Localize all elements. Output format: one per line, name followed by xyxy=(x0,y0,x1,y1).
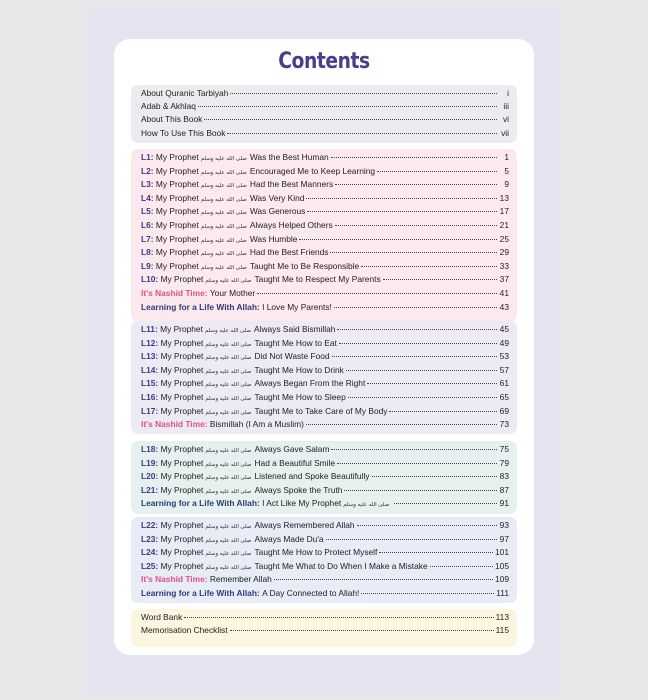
toc-entry[interactable] xyxy=(141,588,509,602)
entry-code: L17: xyxy=(141,405,159,416)
entry-code: L6: xyxy=(141,219,154,230)
honorific-text: صلى الله عليه وسلم xyxy=(205,395,252,402)
section-back-matter xyxy=(131,609,517,647)
toc-entry[interactable] xyxy=(141,547,509,561)
dot-leader xyxy=(348,397,497,398)
dot-leader xyxy=(383,279,497,280)
contents-card xyxy=(114,39,534,655)
toc-entry[interactable] xyxy=(141,574,509,588)
dot-leader xyxy=(344,490,497,491)
dot-leader xyxy=(227,133,497,134)
dot-leader xyxy=(326,539,497,540)
entry-page: 5 xyxy=(504,165,509,176)
honorific-text: صلى الله عليه وسلم xyxy=(200,196,247,203)
entry-page: vii xyxy=(501,127,509,138)
dot-leader xyxy=(230,93,497,94)
prophet-prefix: My Prophet xyxy=(160,274,204,285)
entry-title: How To Use This Book xyxy=(141,127,226,138)
entry-title: Taught Me How to Protect Myself xyxy=(254,547,378,558)
entry-page: 79 xyxy=(499,457,509,468)
toc-entry[interactable] xyxy=(141,485,509,499)
toc-entry[interactable] xyxy=(141,220,509,234)
page-title: Contents xyxy=(278,49,370,74)
entry-page: vi xyxy=(502,114,509,125)
honorific-text: صلى الله عليه وسلم xyxy=(205,524,252,530)
toc-entry[interactable] xyxy=(141,338,509,352)
toc-entry[interactable] xyxy=(141,419,509,433)
entry-code: L15: xyxy=(141,378,159,389)
dot-leader xyxy=(372,476,498,477)
dot-leader xyxy=(334,307,497,308)
entry-title: Was Very Kind xyxy=(249,192,305,203)
entry-title: About Quranic Tarbiyah xyxy=(141,88,229,98)
entry-title: About This Book xyxy=(141,114,203,125)
entry-page: 105 xyxy=(495,560,509,571)
dot-leader xyxy=(230,630,494,631)
entry-page: 37 xyxy=(499,274,509,285)
prophet-prefix: My Prophet xyxy=(160,351,204,362)
book-page xyxy=(87,8,561,692)
dot-leader xyxy=(394,503,497,504)
toc-entry[interactable] xyxy=(141,392,509,406)
entry-page: 45 xyxy=(499,324,509,334)
honorific-text: صلى الله عليه وسلم xyxy=(205,448,252,454)
toc-entry[interactable] xyxy=(141,378,509,392)
honorific-text: صلى الله عليه وسلم xyxy=(205,341,252,348)
toc-entry[interactable] xyxy=(141,612,509,625)
entry-title: A Day Connected to Allah! xyxy=(262,587,360,598)
entry-code: It's Nashid Time: xyxy=(141,287,208,298)
entry-code: It's Nashid Time: xyxy=(141,419,208,430)
dot-leader xyxy=(332,356,497,357)
prophet-prefix: My Prophet xyxy=(160,444,204,454)
entry-code: L22: xyxy=(141,520,159,530)
toc-entry[interactable] xyxy=(141,152,509,166)
dot-leader xyxy=(430,566,493,567)
prophet-prefix: My Prophet xyxy=(160,378,204,389)
honorific-text: صلى الله عليه وسلم xyxy=(205,278,252,285)
entry-page: 111 xyxy=(496,587,509,598)
prophet-prefix: My Prophet xyxy=(160,457,204,468)
dot-leader xyxy=(339,343,497,344)
entry-page: 115 xyxy=(495,625,509,636)
dot-leader xyxy=(331,157,497,158)
entry-code: L2: xyxy=(141,165,154,176)
prophet-prefix: My Prophet xyxy=(155,152,199,162)
toc-entry[interactable] xyxy=(141,179,509,193)
entry-title: Taught Me to Respect My Parents xyxy=(254,274,381,285)
honorific-text: صلى الله عليه وسلم xyxy=(200,183,247,190)
toc-entry[interactable] xyxy=(141,88,509,101)
dot-leader xyxy=(306,198,497,199)
toc-entry[interactable] xyxy=(141,114,509,127)
honorific-text: صلى الله عليه وسلم xyxy=(204,328,252,334)
dot-leader xyxy=(337,329,497,330)
prophet-prefix: My Prophet xyxy=(160,324,203,334)
prophet-prefix: My Prophet xyxy=(155,165,199,176)
dot-leader xyxy=(330,252,497,253)
dot-leader xyxy=(307,211,497,212)
dot-leader xyxy=(198,106,497,107)
dot-leader xyxy=(299,239,497,240)
entry-page: iii xyxy=(503,101,509,112)
entry-title: Adab & Akhlaq xyxy=(141,101,196,112)
toc-entry[interactable] xyxy=(141,498,509,512)
prophet-prefix: My Prophet xyxy=(160,471,204,482)
entry-page: 25 xyxy=(499,233,509,244)
entry-title: Had the Best Friends xyxy=(249,247,329,258)
prophet-prefix: My Prophet xyxy=(160,337,204,348)
toc-entry[interactable] xyxy=(141,324,509,338)
entry-code: It's Nashid Time: xyxy=(141,574,208,585)
prophet-prefix: My Prophet xyxy=(160,560,204,571)
entry-title: Always Remembered Allah xyxy=(254,520,355,530)
entry-title: Encouraged Me to Keep Learning xyxy=(249,165,376,176)
entry-page: 65 xyxy=(499,391,509,402)
toc-entry[interactable] xyxy=(141,101,509,114)
entry-title: Had a Beautiful Smile xyxy=(254,457,336,468)
honorific-text: صلى الله عليه وسلم xyxy=(200,210,247,217)
entry-page: 9 xyxy=(504,179,509,190)
entry-code: Learning for a Life With Allah: xyxy=(141,587,260,598)
honorific-text: صلى الله عليه وسلم xyxy=(205,488,252,495)
prophet-prefix: My Prophet xyxy=(155,192,199,203)
entry-page: 83 xyxy=(499,471,509,482)
toc-entry[interactable] xyxy=(141,520,509,534)
prophet-prefix: My Prophet xyxy=(160,547,204,558)
toc-entry[interactable] xyxy=(141,274,509,288)
entry-title: I Act Like My Prophet xyxy=(262,498,342,509)
entry-title: Was the Best Human xyxy=(249,152,329,162)
entry-title: Your Mother xyxy=(209,287,256,298)
prophet-prefix: My Prophet xyxy=(155,219,199,230)
honorific-text: صلى الله عليه وسلم xyxy=(205,537,252,544)
toc-entry[interactable] xyxy=(141,471,509,485)
section-unit-3 xyxy=(131,441,517,514)
entry-page: 57 xyxy=(499,364,509,375)
prophet-prefix: My Prophet xyxy=(155,260,199,271)
toc-entry[interactable] xyxy=(141,458,509,472)
entry-code: L1: xyxy=(141,152,154,162)
dot-leader xyxy=(306,424,497,425)
entry-title: Remember Allah xyxy=(209,574,272,585)
honorific-text: صلى الله عليه وسلم xyxy=(205,409,252,416)
dot-leader xyxy=(257,293,497,294)
dot-leader xyxy=(337,463,497,464)
entry-code: L10: xyxy=(141,274,159,285)
prophet-prefix: My Prophet xyxy=(155,206,199,217)
toc-entry[interactable] xyxy=(141,128,509,141)
honorific-text: صلى الله عليه وسلم xyxy=(205,382,252,389)
honorific-text: صلى الله عليه وسلم xyxy=(205,368,252,375)
entry-page: 33 xyxy=(499,260,509,271)
honorific-text: صلى الله عليه وسلم xyxy=(205,461,252,468)
entry-page: 29 xyxy=(499,247,509,258)
entry-page: 61 xyxy=(499,378,509,389)
entry-code: L14: xyxy=(141,364,159,375)
entry-code: L20: xyxy=(141,471,159,482)
dot-leader xyxy=(184,617,493,618)
section-front-matter xyxy=(131,85,517,143)
honorific-text: صلى الله عليه وسلم xyxy=(343,502,390,509)
entry-page: 91 xyxy=(499,498,509,509)
entry-page: 53 xyxy=(499,351,509,362)
entry-page: 41 xyxy=(499,287,509,298)
entry-page: 21 xyxy=(499,219,509,230)
dot-leader xyxy=(377,171,497,172)
dot-leader xyxy=(361,266,497,267)
dot-leader xyxy=(335,184,497,185)
toc-entry[interactable] xyxy=(141,534,509,548)
prophet-prefix: My Prophet xyxy=(160,364,204,375)
toc-entry[interactable] xyxy=(141,625,509,638)
toc-entry[interactable] xyxy=(141,166,509,180)
entry-title: Always Began From the Right xyxy=(254,378,366,389)
entry-title: I Love My Parents! xyxy=(262,301,332,312)
entry-title: Always Said Bismillah xyxy=(254,324,336,334)
entry-title: Always Helped Others xyxy=(249,219,333,230)
entry-code: L25: xyxy=(141,560,159,571)
entry-title: Taught Me to Be Responsible xyxy=(249,260,360,271)
toc-entry[interactable] xyxy=(141,247,509,261)
entry-code: L9: xyxy=(141,260,154,271)
honorific-text: صلى الله عليه وسلم xyxy=(205,551,252,558)
dot-leader xyxy=(274,579,493,580)
toc-entry[interactable] xyxy=(141,561,509,575)
entry-code: L3: xyxy=(141,179,154,190)
section-unit-2 xyxy=(131,321,517,434)
prophet-prefix: My Prophet xyxy=(160,391,204,402)
prophet-prefix: My Prophet xyxy=(155,233,199,244)
entry-page: 73 xyxy=(499,419,509,430)
entry-code: Learning for a Life With Allah: xyxy=(141,301,260,312)
entry-title: Was Generous xyxy=(249,206,306,217)
dot-leader xyxy=(357,525,497,526)
entry-page: 93 xyxy=(499,520,509,530)
entry-code: L8: xyxy=(141,247,154,258)
honorific-text: صلى الله عليه وسلم xyxy=(205,355,252,362)
entry-title: Taught Me to Take Care of My Body xyxy=(254,405,388,416)
honorific-text: صلى الله عليه وسلم xyxy=(205,564,252,571)
toc-entry[interactable] xyxy=(141,444,509,458)
prophet-prefix: My Prophet xyxy=(160,405,204,416)
entry-code: L11: xyxy=(141,324,158,334)
honorific-text: صلى الله عليه وسلم xyxy=(200,223,247,230)
honorific-text: صلى الله عليه وسلم xyxy=(200,169,247,176)
toc-entry[interactable] xyxy=(141,193,509,207)
toc-entry[interactable] xyxy=(141,365,509,379)
entry-code: L13: xyxy=(141,351,159,362)
toc-entry[interactable] xyxy=(141,261,509,275)
entry-code: L4: xyxy=(141,192,154,203)
dot-leader xyxy=(361,593,494,594)
entry-title: Was Humble xyxy=(249,233,298,244)
entry-page: 109 xyxy=(495,574,509,585)
toc-entry[interactable] xyxy=(141,206,509,220)
entry-code: L21: xyxy=(141,484,159,495)
entry-title: Word Bank xyxy=(141,612,183,622)
entry-page: 87 xyxy=(499,484,509,495)
entry-page: 69 xyxy=(499,405,509,416)
entry-code: L7: xyxy=(141,233,154,244)
entry-title: Bismillah (I Am a Muslim) xyxy=(209,419,304,430)
entry-code: L16: xyxy=(141,391,159,402)
prophet-prefix: My Prophet xyxy=(160,520,204,530)
entry-code: L12: xyxy=(141,337,159,348)
dot-leader xyxy=(346,370,497,371)
entry-title: Taught Me What to Do When I Make a Mistake xyxy=(254,560,428,571)
toc-entry[interactable] xyxy=(141,234,509,248)
entry-page: i xyxy=(507,88,509,98)
entry-title: Memorisation Checklist xyxy=(141,625,228,636)
prophet-prefix: My Prophet xyxy=(160,484,204,495)
toc-entry[interactable] xyxy=(141,288,509,302)
entry-title: Always Made Du'a xyxy=(254,533,324,544)
entry-title: Taught Me How to Drink xyxy=(254,364,344,375)
entry-page: 97 xyxy=(499,533,509,544)
toc-entry[interactable] xyxy=(141,351,509,365)
section-unit-1 xyxy=(131,149,517,322)
section-unit-4 xyxy=(131,517,517,603)
entry-title: Always Spoke the Truth xyxy=(254,484,343,495)
entry-title: Did Not Waste Food xyxy=(254,351,330,362)
entry-page: 13 xyxy=(499,192,509,203)
entry-code: L23: xyxy=(141,533,159,544)
entry-page: 43 xyxy=(499,301,509,312)
toc-entry[interactable] xyxy=(141,302,509,316)
honorific-text: صلى الله عليه وسلم xyxy=(200,156,247,162)
prophet-prefix: My Prophet xyxy=(160,533,204,544)
entry-page: 1 xyxy=(504,152,509,162)
entry-page: 17 xyxy=(499,206,509,217)
prophet-prefix: My Prophet xyxy=(155,247,199,258)
honorific-text: صلى الله عليه وسلم xyxy=(205,475,252,482)
dot-leader xyxy=(379,552,493,553)
entry-page: 75 xyxy=(499,444,509,454)
entry-page: 101 xyxy=(495,547,509,558)
entry-title: Taught Me How to Eat xyxy=(254,337,337,348)
dot-leader xyxy=(204,119,497,120)
honorific-text: صلى الله عليه وسلم xyxy=(200,237,247,244)
entry-title: Had the Best Manners xyxy=(249,179,334,190)
entry-code: L18: xyxy=(141,444,159,454)
entry-code: Learning for a Life With Allah: xyxy=(141,498,260,509)
dot-leader xyxy=(367,383,497,384)
entry-page: 113 xyxy=(495,612,509,622)
honorific-text: صلى الله عليه وسلم xyxy=(200,264,247,271)
entry-code: L24: xyxy=(141,547,159,558)
entry-title: Always Gave Salam xyxy=(254,444,330,454)
prophet-prefix: My Prophet xyxy=(155,179,199,190)
entry-title: Listened and Spoke Beautifully xyxy=(254,471,370,482)
entry-code: L5: xyxy=(141,206,154,217)
honorific-text: صلى الله عليه وسلم xyxy=(200,251,247,258)
dot-leader xyxy=(389,411,497,412)
entry-title: Taught Me How to Sleep xyxy=(254,391,346,402)
entry-page: 49 xyxy=(499,337,509,348)
dot-leader xyxy=(335,225,497,226)
toc-entry[interactable] xyxy=(141,406,509,420)
entry-code: L19: xyxy=(141,457,159,468)
dot-leader xyxy=(331,449,497,450)
